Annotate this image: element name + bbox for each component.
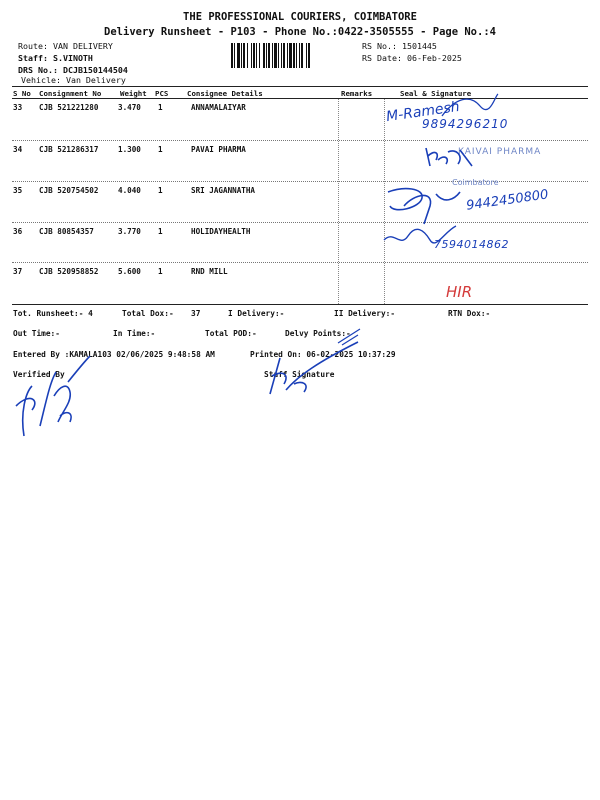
col-remarks: Remarks xyxy=(341,89,373,98)
row-weight: 3.770 xyxy=(118,227,141,236)
ii-delivery: II Delivery:- xyxy=(334,309,396,318)
tot-runsheet: Tot. Runsheet:- 4 xyxy=(13,309,93,318)
table-top-rule xyxy=(12,86,588,87)
row-weight: 5.600 xyxy=(118,267,141,276)
row-divider xyxy=(12,262,588,263)
company-title: THE PROFESSIONAL COURIERS, COIMBATORE xyxy=(183,11,417,23)
row34-signature-icon xyxy=(420,142,490,172)
col-consignee: Consignee Details xyxy=(187,89,263,98)
stamp-line2: Coimbatore xyxy=(452,178,499,187)
row-consignment: CJB 521221280 xyxy=(39,103,99,112)
row-weight: 3.470 xyxy=(118,103,141,112)
row-pcs: 1 xyxy=(158,186,163,195)
runsheet-title: Delivery Runsheet - P103 - Phone No.:0422-3505555 - Page No.:4 xyxy=(104,26,496,38)
row33-signature-flourish xyxy=(440,92,500,122)
rs-date: RS Date: 06-Feb-2025 xyxy=(362,53,462,63)
verified-by-label: Verified By xyxy=(13,370,65,379)
row-pcs: 1 xyxy=(158,227,163,236)
col-sno: S No xyxy=(13,89,31,98)
row-sno: 36 xyxy=(13,227,23,236)
row-sno: 34 xyxy=(13,145,23,154)
total-dox: Total Dox:- xyxy=(122,309,174,318)
col-weight: Weight xyxy=(120,89,147,98)
row-pcs: 1 xyxy=(158,145,163,154)
col-pcs: PCS xyxy=(155,89,169,98)
row-consignee: HOLIDAYHEALTH xyxy=(191,227,251,236)
row-sno: 37 xyxy=(13,267,23,276)
row-divider xyxy=(12,140,588,141)
drs-number: DRS No.: DCJB150144504 xyxy=(18,65,128,75)
row-divider xyxy=(12,181,588,182)
delvy-points: Delvy Points:- xyxy=(285,329,351,338)
total-pod: Total POD:- xyxy=(205,329,257,338)
in-time: In Time:- xyxy=(113,329,156,338)
stamp-line1: KAIVAI PHARMA xyxy=(458,147,542,157)
staff-label: Staff: S.VINOTH xyxy=(18,53,93,63)
vehicle-label: Vehicle: Van Delivery xyxy=(21,75,126,85)
col-consignment: Consignment No xyxy=(39,89,102,98)
row37-note: HIR xyxy=(446,283,473,301)
row-weight: 1.300 xyxy=(118,145,141,154)
entered-by: Entered By :KAMALA103 02/06/2025 9:48:58 AM xyxy=(13,350,215,359)
row-consignment: CJB 520754502 xyxy=(39,186,99,195)
i-delivery: I Delivery:- xyxy=(228,309,285,318)
row-divider xyxy=(12,222,588,223)
row-weight: 4.040 xyxy=(118,186,141,195)
row33-phone: 9894296210 xyxy=(422,117,509,131)
route-label: Route: VAN DELIVERY xyxy=(18,41,113,51)
barcode xyxy=(231,43,353,68)
out-time: Out Time:- xyxy=(13,329,60,338)
rtn-dox: RTN Dox:- xyxy=(448,309,491,318)
table-header-rule xyxy=(12,98,588,99)
row-consignment: CJB 520958852 xyxy=(39,267,99,276)
row33-recipient-name: M-Ramesh xyxy=(385,98,461,126)
dox-count: 37 xyxy=(191,309,201,318)
staff-signature-icon xyxy=(258,340,368,400)
verified-by-signature-icon xyxy=(10,352,110,447)
row-pcs: 1 xyxy=(158,267,163,276)
row-consignee: PAVAI PHARMA xyxy=(191,145,246,154)
printed-on: Printed On: 06-02-2025 10:37:29 xyxy=(250,350,396,359)
row-sno: 35 xyxy=(13,186,23,195)
row-consignee: RND MILL xyxy=(191,267,228,276)
col-seal: Seal & Signature xyxy=(400,89,472,98)
row-sno: 33 xyxy=(13,103,23,112)
rs-number: RS No.: 1501445 xyxy=(362,41,437,51)
table-bottom-rule xyxy=(12,304,588,305)
row-consignee: SRI JAGANNATHA xyxy=(191,186,256,195)
row35-phone: 9442450800 xyxy=(465,187,550,214)
row-consignment: CJB 80854357 xyxy=(39,227,94,236)
staff-signature-label: Staff Signature xyxy=(264,370,335,379)
row-consignee: ANNAMALAIYAR xyxy=(191,103,246,112)
row36-phone: 7594014862 xyxy=(434,238,509,251)
row-consignment: CJB 521286317 xyxy=(39,145,99,154)
row-pcs: 1 xyxy=(158,103,163,112)
remarks-divider xyxy=(338,99,339,304)
